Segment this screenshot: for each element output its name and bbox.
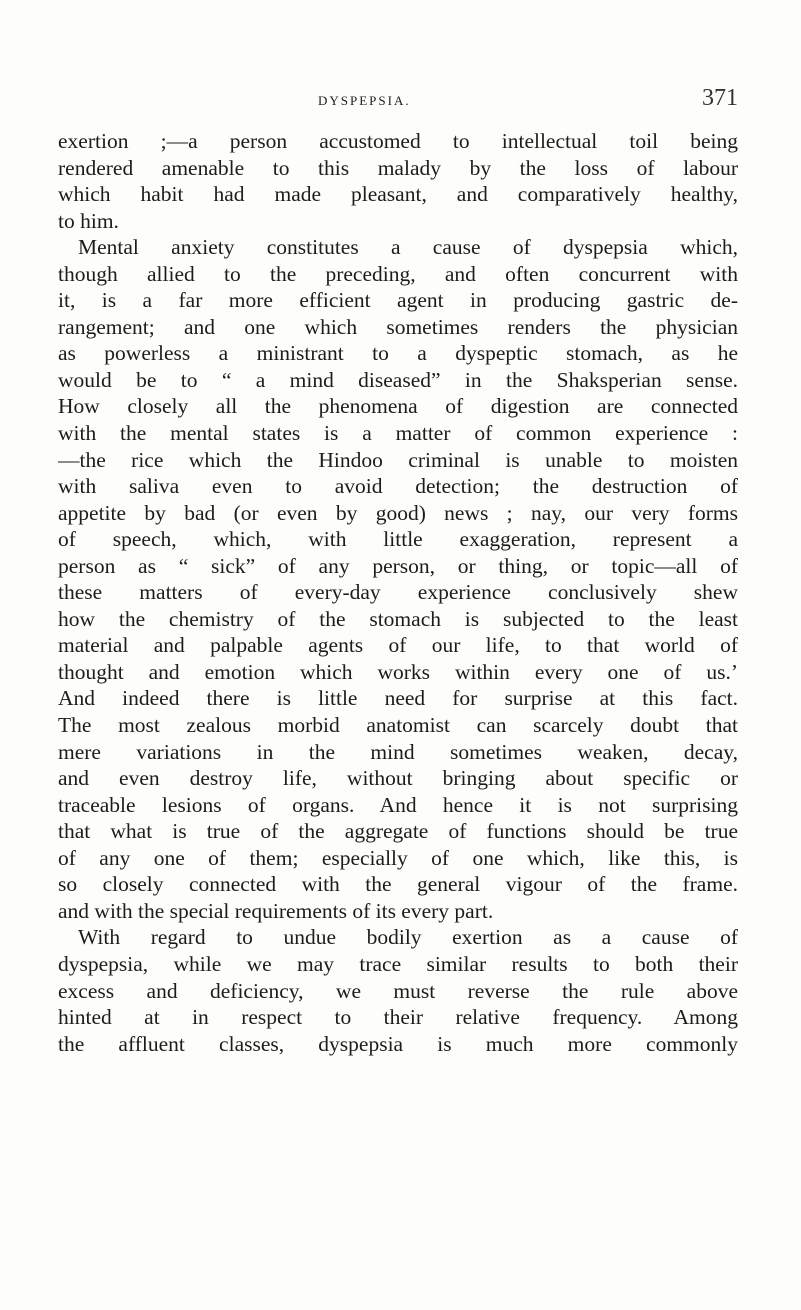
text-line: with the mental states is a matter of common experience : <box>58 421 738 446</box>
text-line: material and palpable agents of our life, to that world of <box>58 633 738 658</box>
running-head: DYSPEPSIA. <box>318 93 411 108</box>
page-number: 371 <box>702 85 738 111</box>
body-text <box>58 128 738 1057</box>
text-line: The most zealous morbid anatomist can scarcely doubt that <box>58 713 738 738</box>
text-line: with saliva even to avoid detection; the destruction of <box>58 474 738 499</box>
text-line: and even destroy life, without bringing about specific or <box>58 766 738 791</box>
text-line: how the chemistry of the stomach is subjected to the least <box>58 606 738 631</box>
text-line: to him. <box>58 208 119 233</box>
text-line: would be to “ a mind diseased” in the Shaksperian sense. <box>58 367 738 392</box>
text-line: the affluent classes, dyspepsia is much more commonly <box>58 1031 738 1056</box>
text-line: which habit had made pleasant, and comparatively healthy, <box>58 182 738 207</box>
text-line: dyspepsia, while we may trace similar results to both their <box>58 951 738 976</box>
text-line: Mental anxiety constitutes a cause of dyspepsia which, <box>78 235 738 260</box>
text-line: thought and emotion which works within every one of us.’ <box>58 659 738 684</box>
text-line: though allied to the preceding, and often concurrent with <box>58 261 738 286</box>
text-line: and with the special requirements of its every part. <box>58 898 494 923</box>
text-line: rendered amenable to this malady by the loss of labour <box>58 155 738 180</box>
text-line: hinted at in respect to their relative frequency. Among <box>58 1005 738 1030</box>
text-line: exertion ;—a person accustomed to intellectual toil being <box>58 129 738 153</box>
text-line: With regard to undue bodily exertion as a cause of <box>78 925 738 950</box>
text-line: of any one of them; especially of one which, like this, is <box>58 845 738 870</box>
text-line: mere variations in the mind sometimes weaken, decay, <box>58 739 738 764</box>
text-line: as powerless a ministrant to a dyspeptic stomach, as he <box>58 341 738 366</box>
text-line: —the rice which the Hindoo criminal is unable to moisten <box>58 447 738 472</box>
text-line: person as “ sick” of any person, or thing, or topic—all of <box>58 553 738 578</box>
text-line: of speech, which, with little exaggeration, represent a <box>58 527 738 552</box>
text-line: excess and deficiency, we must reverse the rule above <box>58 978 738 1003</box>
text-line: so closely connected with the general vigour of the frame. <box>58 872 738 897</box>
text-line: it, is a far more efficient agent in producing gastric de- <box>58 288 738 313</box>
text-line: rangement; and one which sometimes renders the physician <box>58 314 738 339</box>
text-line: And indeed there is little need for surprise at this fact. <box>58 686 738 711</box>
text-line: How closely all the phenomena of digestion are connected <box>58 394 738 419</box>
text-line: these matters of every-day experience conclusively shew <box>58 580 738 605</box>
text-line: that what is true of the aggregate of functions should be true <box>58 819 738 844</box>
page-header <box>58 85 738 115</box>
text-line: traceable lesions of organs. And hence it is not surprising <box>58 792 738 817</box>
text-line: appetite by bad (or even by good) news ; nay, our very forms <box>58 500 738 525</box>
